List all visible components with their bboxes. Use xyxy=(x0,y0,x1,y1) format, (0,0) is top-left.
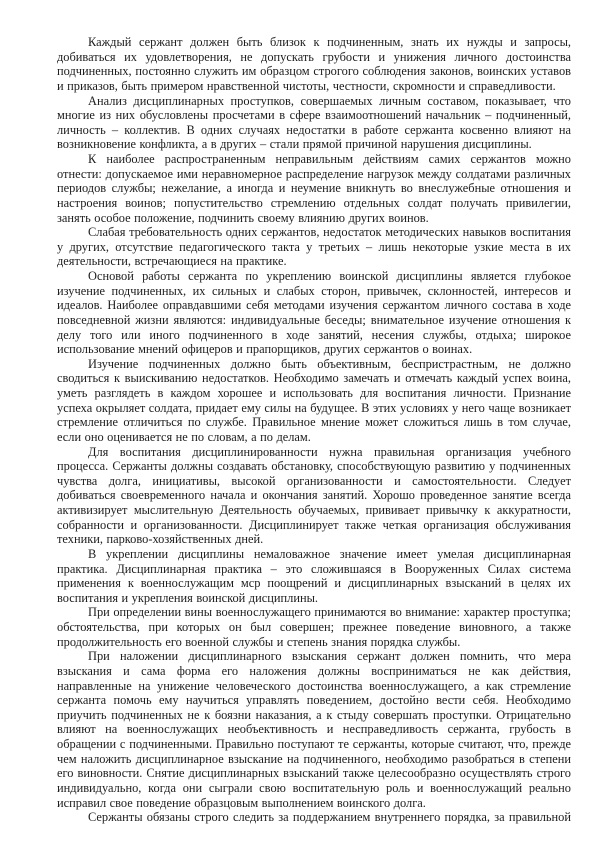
paragraph: Основой работы сержанта по укреплению воинской дисциплины является глубокое изучение подчиненных, их сильных и слабых сторон, привычек, склонностей, интересов и идеалов. Наиболее оправдавшими себя методами изучения сержантом личного состава в ходе повседневной жизни являются: индивидуальные беседы; внимательное изучение отношения к делу того или иного подчиненного в ходе занятий, несения службы, отдыха; широкое использование мнений офицеров и прапорщиков, других сержантов о воинах. xyxy=(57,269,571,357)
paragraph: При наложении дисциплинарного взыскания сержант должен помнить, что мера взыскания и сама форма его наложения должны восприниматься не как действия, направленные на унижение человеческого достоинства военнослужащего, а как стремление сержанта помочь ему научиться управлять поведением, достойно вести себя. Необходимо приучить подчиненных не к боязни наказания, а к стыду совершать проступки. Отрицательно влияют на военнослужащих необъективность и несправедливость сержанта, грубость в обращении с подчиненными. Правильно поступают те сержанты, которые считают, что, прежде чем наложить дисциплинарное взыскание на подчиненного, необходимо разобраться в степени его виновности. Снятие дисциплинарных взысканий также целесообразно осуществлять строго индивидуально, когда они сыграли свою воспитательную роль и военнослужащий реально исправил свое поведение образцовым выполнением воинского долга. xyxy=(57,649,571,810)
document-text-block xyxy=(57,35,571,825)
paragraph: Каждый сержант должен быть близок к подчиненным, знать их нужды и запросы, добиваться их удовлетворения, не допускать грубости и унижения личного достоинства подчиненных, постоянно служить им образцом строгого соблюдения законов, воинских уставов и приказов, быть примером нравственной чистоты, честности, скромности и справедливости. xyxy=(57,35,571,93)
paragraph: Для воспитания дисциплинированности нужна правильная организация учебного процесса. Сержанты должны создавать обстановку, способствующую развитию у подчиненных чувства долга, инициативы, высокой организованности и самостоятельности. Следует добиваться своевременного начала и окончания занятий. Хорошо проведенное занятие всегда активизирует мыслительную Деятельность обучаемых, прививает привычку к аккуратности, собранности и организованности. Дисциплинирует также четкая организация обслуживания техники, парково-хозяйственных дней. xyxy=(57,444,571,547)
paragraph: К наиболее распространенным неправильным действиям самих сержантов можно отнести: допускаемое ими неравномерное распределение нагрузок между солдатами различных периодов службы; нежелание, а иногда и неумение вникнуть во внеслужебные отношения и настроения воинов; попустительство стремлению отдельных солдат получать привилегии, занять особое положение, подчинить своему влиянию других воинов. xyxy=(57,152,571,225)
paragraph: В укреплении дисциплины немаловажное значение имеет умелая дисциплинарная практика. Дисциплинарная практика – это сложившаяся в Вооруженных Силах система применения к военнослужащим мср поощрений и дисциплинарных взысканий в целях их воспитания и укрепления воинской дисциплины. xyxy=(57,546,571,605)
paragraph: Анализ дисциплинарных проступков, совершаемых личным составом, показывает, что многие из них обусловлены просчетами в сфере взаимоотношений начальник – подчиненный, личность – коллектив. В одних случаях недостатки в работе сержанта косвенно влияют на возникновение конфликта, а в других – стали прямой причиной нарушения дисциплины. xyxy=(57,93,571,152)
paragraph-continued-next-page: Сержанты обязаны строго следить за поддержанием внутреннего порядка, за правильной xyxy=(88,810,571,825)
paragraph: Изучение подчиненных должно быть объективным, беспристрастным, не должно сводиться к выискиванию недостатков. Необходимо замечать и отмечать каждый успех воина, уметь разглядеть в каждом хорошее и использовать для воспитания личности. Признание успеха окрыляет солдата, придает ему силы на будущее. В этих условиях у него чаще возникает стремление отличиться по службе. Правильное мнение может сложиться лишь в том случае, если оно оценивается не по словам, а по делам. xyxy=(57,356,571,444)
paragraph: Слабая требовательность одних сержантов, недостаток методических навыков воспитания у других, отсутствие педагогического такта у третьих – лишь некоторые узкие места в их деятельности, встречающиеся на практике. xyxy=(57,225,571,269)
paragraph: При определении вины военнослужащего принимаются во внимание: характер проступка; обстоятельства, при которых он был совершен; прежнее поведение виновного, а также продолжительность его военной службы и степень знания порядка службы. xyxy=(57,605,571,649)
